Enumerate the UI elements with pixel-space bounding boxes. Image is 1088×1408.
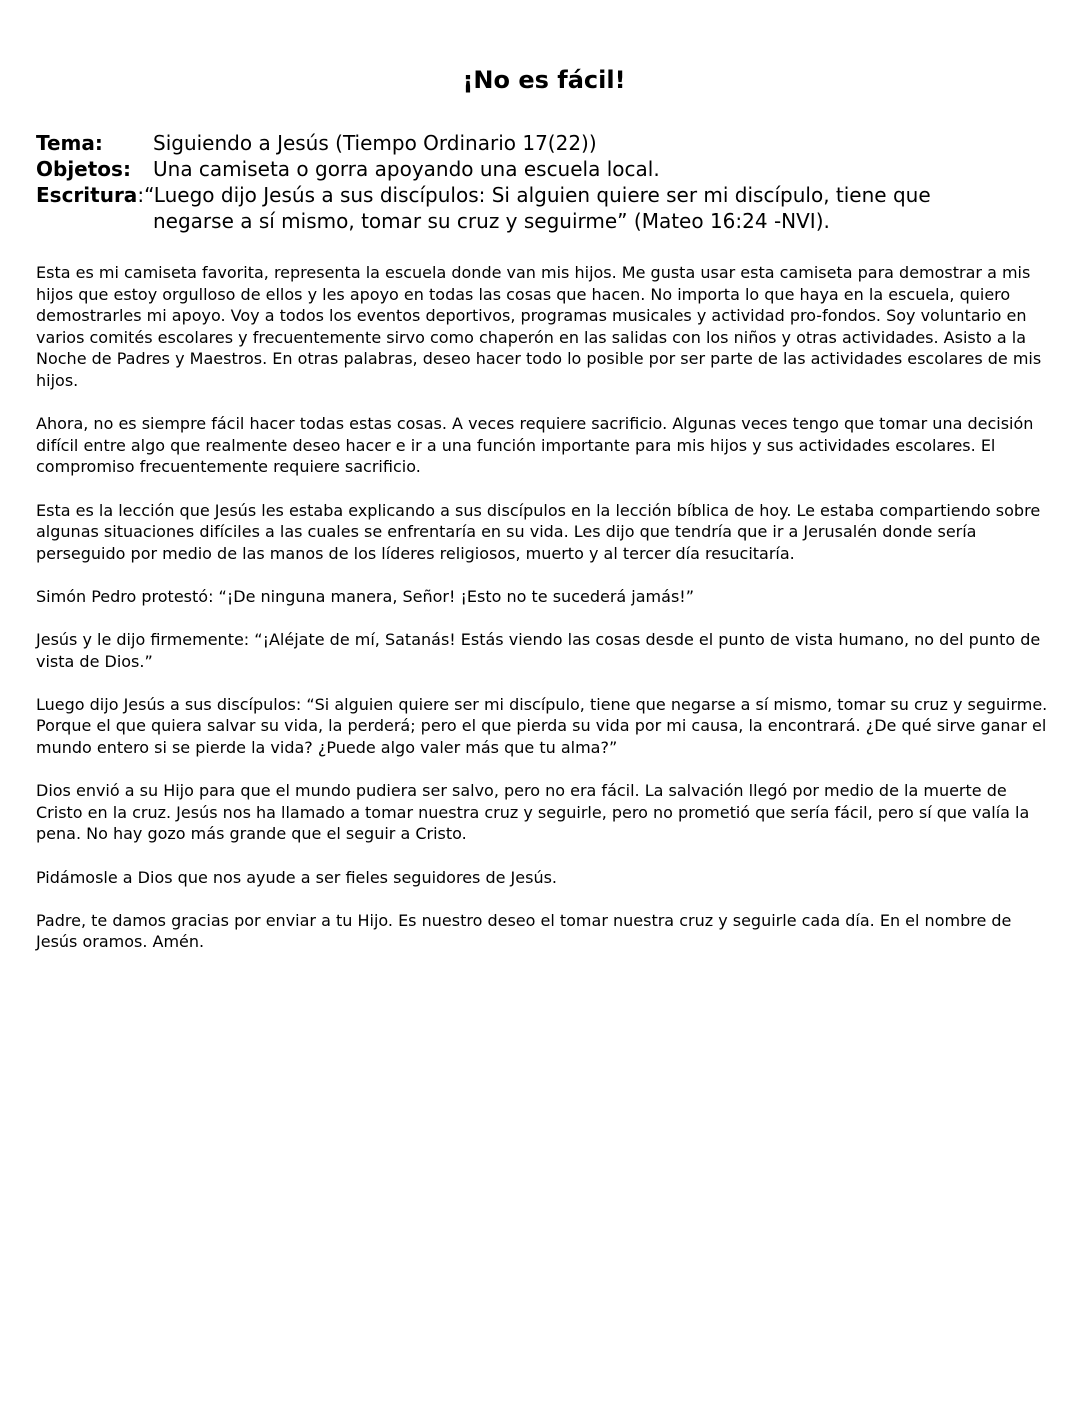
- paragraph: Esta es la lección que Jesús les estaba explicando a sus discípulos en la lección bíblica de hoy. Le estaba compartiendo sobre algunas situaciones difíciles a las cuales se enfrentaría en su vida. Les dijo que tendría que ir a Jerusalén donde sería perseguido por medio de las manos de los líderes religiosos, muerto y al tercer día resucitaría.: [36, 500, 1041, 563]
- meta-value-escritura-line1: “Luego dijo Jesús a sus discípulos: Si alguien quiere ser mi discípulo, tiene que: [144, 183, 931, 207]
- meta-escritura-line1: [36, 183, 931, 207]
- paragraph: Dios envió a su Hijo para que el mundo pudiera ser salvo, pero no era fácil. La salvación llegó por medio de la muerte de Cristo en la cruz. Jesús nos ha llamado a tomar nuestra cruz y seguirle, pero no prometió que sería fácil, pero sí que valía la pena. No hay gozo más grande que el seguir a Cristo.: [36, 781, 1030, 844]
- meta-sep-tema: :: [94, 131, 103, 155]
- lesson-meta: [36, 130, 1052, 234]
- meta-value-objetos: Una camiseta o gorra apoyando una escuela local.: [153, 157, 660, 181]
- document-title: ¡No es fácil!: [462, 66, 626, 94]
- meta-sep-escritura: :: [137, 183, 145, 207]
- lesson-body: [36, 262, 1052, 975]
- meta-label-tema-wrap: [36, 130, 153, 156]
- meta-row-escritura: [36, 182, 1052, 234]
- meta-label-escritura: Escritura: [36, 183, 138, 207]
- paragraph: Luego dijo Jesús a sus discípulos: “Si alguien quiere ser mi discípulo, tiene que negarse a sí mismo, tomar su cruz y seguirme. Porque el que quiera salvar su vida, la perderá; pero el que pierda su vida por mi causa, la encontrará. ¿De qué sirve ganar el mundo entero si se pierde la vida? ¿Puede algo valer más que tu alma?”: [36, 694, 1048, 758]
- meta-value-escritura-line2: negarse a sí mismo, tomar su cruz y seguirme” (Mateo 16:24 -NVI).: [153, 209, 830, 233]
- paragraph: Padre, te damos gracias por enviar a tu Hijo. Es nuestro deseo el tomar nuestra cruz y seguirle cada día. En el nombre de Jesús oramos. Amén.: [36, 910, 1012, 952]
- meta-label-tema: Tema: [36, 131, 95, 155]
- meta-sep-objetos: :: [122, 157, 131, 181]
- paragraph: Jesús y le dijo firmemente: “¡Aléjate de mí, Satanás! Estás viendo las cosas desde el punto de vista humano, no del punto de vista de Dios.”: [36, 630, 1041, 671]
- meta-escritura-block: [36, 182, 1052, 234]
- meta-label-objetos-wrap: [36, 156, 153, 182]
- meta-row-tema: [36, 130, 1052, 156]
- paragraph: Simón Pedro protestó: “¡De ninguna manera, Señor! ¡Esto no te sucederá jamás!”: [36, 586, 694, 606]
- paragraph: Ahora, no es siempre fácil hacer todas estas cosas. A veces requiere sacrificio. Algunas veces tengo que tomar una decisión difícil entre algo que realmente deseo hacer e ir a una función importante para mis hijos y sus actividades escolares. El compromiso frecuentemente requiere sacrificio.: [36, 414, 1034, 477]
- meta-label-objetos: Objetos: [36, 157, 123, 181]
- meta-value-tema: Siguiendo a Jesús (Tiempo Ordinario 17(22)): [153, 131, 597, 155]
- meta-row-objetos: [36, 156, 1052, 182]
- paragraph: Pidámosle a Dios que nos ayude a ser fieles seguidores de Jesús.: [36, 867, 558, 887]
- paragraph: Esta es mi camiseta favorita, representa la escuela donde van mis hijos. Me gusta usar esta camiseta para demostrar a mis hijos que estoy orgulloso de ellos y les apoyo en todas las cosas que hacen. No importa lo que haya en la escuela, quiero demostrarles mi apoyo. Voy a todos los eventos deportivos, programas musicales y actividad pro-fondos. Soy voluntario en varios comités escolares y frecuentemente sirvo como chaperón en las salidas con los niños y otras actividades. Asisto a la Noche de Padres y Maestros. En otras palabras, deseo hacer todo lo posible por ser parte de las actividades escolares de mis hijos.: [36, 263, 1042, 390]
